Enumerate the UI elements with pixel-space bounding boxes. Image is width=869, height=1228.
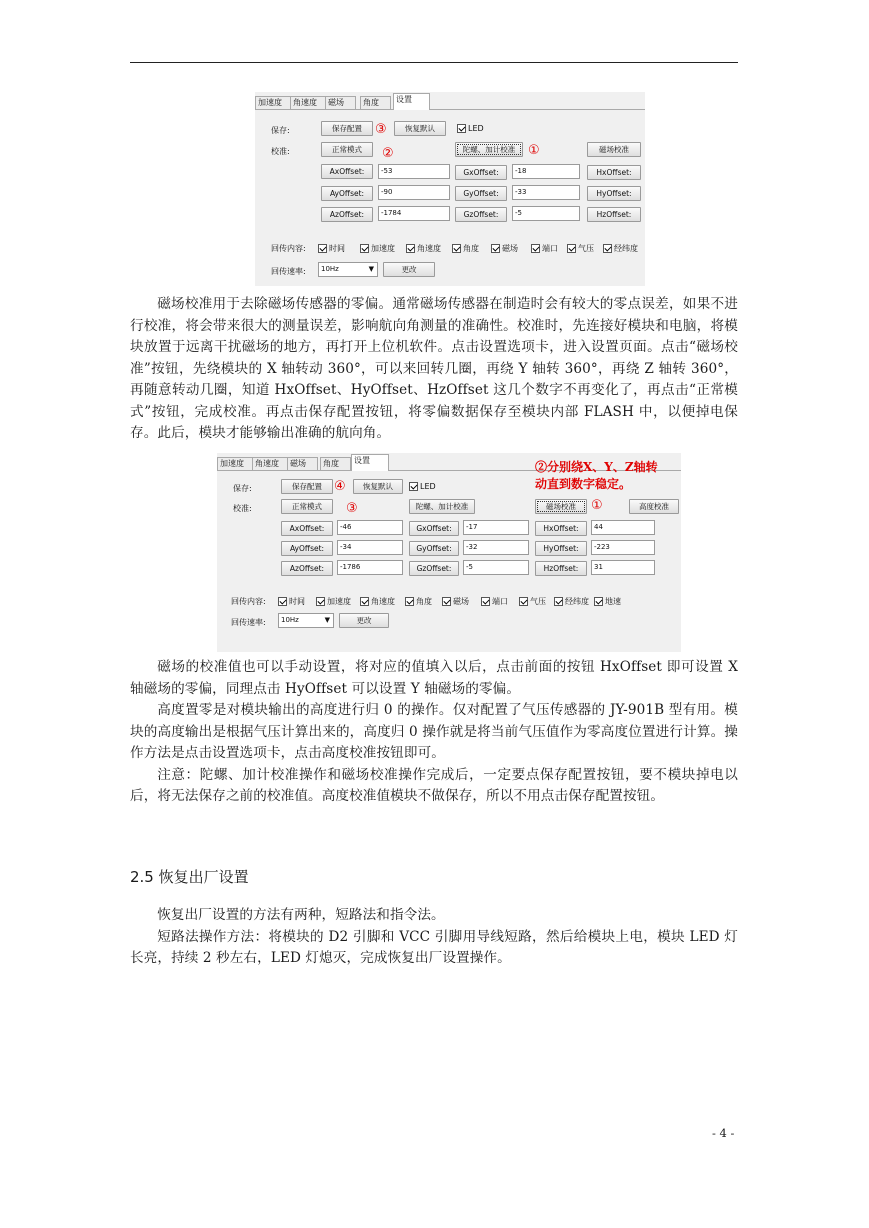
- checkbox-box: [491, 244, 500, 253]
- return-angular-velocity-checkbox[interactable]: [360, 596, 395, 607]
- return-time-checkbox[interactable]: [278, 596, 305, 607]
- return-rate-select[interactable]: [318, 262, 378, 277]
- hx-offset-button[interactable]: HxOffset:: [587, 165, 641, 180]
- tab-acceleration[interactable]: 加速度: [217, 457, 253, 471]
- short-circuit-paragraph: 短路法操作方法：将模块的 D2 引脚和 VCC 引脚用导线短路，然后给模块上电，模块 LED 灯长亮，持续 2 秒左右，LED 灯熄灭，完成恢复出厂设置操作。: [130, 928, 738, 966]
- tab-angular-velocity[interactable]: 角速度: [290, 96, 326, 110]
- checkbox-label: 地速: [605, 597, 621, 606]
- checkbox-label: 磁场: [453, 597, 469, 606]
- annotation-1: ①: [528, 143, 540, 158]
- annotation-3: ③: [346, 501, 358, 516]
- hy-offset-button[interactable]: HyOffset:: [587, 186, 641, 201]
- return-rate-label: 回传速率:: [271, 267, 306, 276]
- height-calibration-button[interactable]: 高度校准: [629, 499, 679, 514]
- ay-offset-button[interactable]: AyOffset:: [321, 186, 373, 201]
- return-time-checkbox[interactable]: [318, 243, 345, 254]
- checkbox-label: 角速度: [371, 597, 395, 606]
- calibration-label: 校准:: [271, 147, 290, 156]
- tab-magnetic[interactable]: 磁场: [287, 457, 318, 471]
- gy-offset-input[interactable]: -33: [512, 185, 580, 200]
- checkbox-label: 端口: [542, 244, 558, 253]
- hz-offset-input[interactable]: 31: [591, 560, 655, 575]
- checkbox-label: 时间: [289, 597, 305, 606]
- gy-offset-button[interactable]: GyOffset:: [455, 186, 507, 201]
- gz-offset-button[interactable]: GzOffset:: [409, 561, 459, 576]
- gx-offset-button[interactable]: GxOffset:: [409, 521, 459, 536]
- gz-offset-input[interactable]: -5: [512, 206, 580, 221]
- return-content-label: 回传内容:: [271, 244, 306, 253]
- chevron-down-icon: ▼: [368, 265, 374, 273]
- az-offset-input[interactable]: -1784: [378, 206, 450, 221]
- header-rule: [130, 62, 738, 63]
- save-config-button[interactable]: 保存配置: [321, 121, 373, 136]
- return-acceleration-checkbox[interactable]: [316, 596, 351, 607]
- led-checkbox-label: LED: [420, 482, 436, 491]
- tab-settings[interactable]: 设置: [351, 454, 389, 471]
- az-offset-button[interactable]: AzOffset:: [281, 561, 333, 576]
- gz-offset-input[interactable]: -5: [463, 560, 529, 575]
- page-number: - 4 -: [712, 1126, 735, 1140]
- led-checkbox[interactable]: [457, 124, 484, 133]
- mag-calibration-button[interactable]: 磁场校准: [535, 499, 587, 514]
- mag-calibration-button[interactable]: 磁场校准: [587, 142, 641, 157]
- return-acceleration-checkbox[interactable]: [360, 243, 395, 254]
- checkbox-label: 时间: [329, 244, 345, 253]
- ax-offset-input[interactable]: -46: [337, 520, 403, 535]
- return-magnetic-checkbox[interactable]: [491, 243, 518, 254]
- annotation-3: ③: [375, 122, 387, 137]
- hx-offset-button[interactable]: HxOffset:: [535, 521, 587, 536]
- annotation-2: ②: [382, 146, 394, 161]
- checkbox-box: [567, 244, 576, 253]
- hz-offset-button[interactable]: HzOffset:: [535, 561, 587, 576]
- hy-offset-input[interactable]: -223: [591, 540, 655, 555]
- tab-angular-velocity[interactable]: 角速度: [252, 457, 288, 471]
- checkbox-label: 加速度: [327, 597, 351, 606]
- manual-setting-paragraph: 磁场的校准值也可以手动设置，将对应的值填入以后，点击前面的按钮 HxOffset 即可设置 X 轴磁场的零偏，同理点击 HyOffset 可以设置 Y 轴磁场的零偏。: [130, 659, 738, 697]
- return-port-checkbox[interactable]: [531, 243, 558, 254]
- led-checkbox-label: LED: [468, 124, 484, 133]
- checkbox-label: 气压: [530, 597, 546, 606]
- ay-offset-input[interactable]: -34: [337, 540, 403, 555]
- gyro-accel-calibration-button[interactable]: 陀螺、加计校准: [455, 142, 523, 157]
- annotation-line-2: 动直到数字稳定。: [535, 477, 632, 491]
- save-label: 保存:: [233, 484, 252, 493]
- checkbox-box: [442, 597, 451, 606]
- return-port-checkbox[interactable]: [481, 596, 508, 607]
- checkbox-box: [318, 244, 327, 253]
- checkbox-label: 气压: [578, 244, 594, 253]
- gz-offset-button[interactable]: GzOffset:: [455, 207, 507, 222]
- checkbox-label: 加速度: [371, 244, 395, 253]
- checkbox-box: [360, 244, 369, 253]
- checkbox-box: [554, 597, 563, 606]
- calibration-label: 校准:: [233, 504, 252, 513]
- tab-magnetic[interactable]: 磁场: [325, 96, 356, 110]
- tab-settings[interactable]: 设置: [393, 93, 430, 110]
- annotation-line-1: ②分别绕X、Y、Z轴转: [535, 460, 658, 474]
- checkbox-box: [603, 244, 612, 253]
- normal-mode-button[interactable]: 正常模式: [321, 142, 373, 157]
- checkbox-label: 经纬度: [565, 597, 589, 606]
- ax-offset-button[interactable]: AxOffset:: [321, 164, 373, 179]
- ay-offset-input[interactable]: -90: [378, 185, 450, 200]
- checkbox-box: [316, 597, 325, 606]
- ay-offset-button[interactable]: AyOffset:: [281, 541, 333, 556]
- gyro-accel-calibration-button[interactable]: 陀螺、加计校准: [409, 499, 475, 514]
- return-latlon-checkbox[interactable]: [603, 243, 638, 254]
- tab-angle[interactable]: 角度: [360, 96, 391, 110]
- checkbox-label: 角度: [416, 597, 432, 606]
- checkbox-box: [481, 597, 490, 606]
- hy-offset-button[interactable]: HyOffset:: [535, 541, 587, 556]
- restore-default-button[interactable]: 恢复默认: [394, 121, 446, 136]
- change-button[interactable]: 更改: [383, 262, 435, 277]
- settings-screenshot-1: [255, 92, 645, 286]
- checkbox-label: 角度: [463, 244, 479, 253]
- return-rate-value: 10Hz: [321, 265, 339, 273]
- return-angle-checkbox[interactable]: [405, 596, 432, 607]
- hz-offset-button[interactable]: HzOffset:: [587, 207, 641, 222]
- save-config-button[interactable]: 保存配置: [281, 479, 333, 494]
- return-latlon-checkbox[interactable]: [554, 596, 589, 607]
- checkbox-label: 磁场: [502, 244, 518, 253]
- ax-offset-input[interactable]: -53: [378, 164, 450, 179]
- save-label: 保存:: [271, 126, 290, 135]
- return-angle-checkbox[interactable]: [452, 243, 479, 254]
- annotation-4: ④: [334, 479, 346, 494]
- checkbox-box: [405, 597, 414, 606]
- note-paragraph: 注意：陀螺、加计校准操作和磁场校准操作完成后，一定要点保存配置按钮，要不模块掉电以后，将无法保存之前的校准值。高度校准值模块不做保存，所以不用点击保存配置按钮。: [130, 766, 738, 804]
- checkbox-box: [531, 244, 540, 253]
- tab-angle[interactable]: 角度: [320, 457, 351, 471]
- checkbox-box: [360, 597, 369, 606]
- gx-offset-input[interactable]: -17: [463, 520, 529, 535]
- checkbox-box: [452, 244, 461, 253]
- paragraph-text: 磁场校准用于去除磁场传感器的零偏。通常磁场传感器在制造时会有较大的零点误差，如果不进行校准，将会带来很大的测量误差，影响航向角测量的准确性。校准时，先连接好模块和电脑，将模块放置于远离干扰磁场的地方，再打开上位机软件。点击设置选项卡，进入设置页面。点击“磁场校准”按钮，先绕模块的 X 轴转动 360°，可以来回转几圈，再绕 Y 轴转 360°，再绕 Z 轴转 360°，再随意转动几圈，知道 HxOffset、HyOffset、HzOffset 这几个数字不再变化了，再点击“正常模式”按钮，完成校准。再点击保存配置按钮，将零偏数据保存至模块内部 FLASH 中，以便掉电保存。此后，模块才能够输出准确的航向角。: [130, 296, 738, 441]
- height-zero-paragraph: 高度置零是对模块输出的高度进行归 0 的操作。仅对配置了气压传感器的 JY-901B 型有用。模块的高度输出是根据气压计算出来的，高度归 0 操作就是将当前气压值作为零高度位置进行计算。操作方法是点击设置选项卡，点击高度校准按钮即可。: [130, 702, 738, 761]
- checkbox-box: [409, 482, 418, 491]
- tab-acceleration[interactable]: 加速度: [255, 96, 291, 110]
- checkbox-box: [594, 597, 603, 606]
- return-pressure-checkbox[interactable]: [567, 243, 594, 254]
- return-angular-velocity-checkbox[interactable]: [406, 243, 441, 254]
- checkbox-box: [278, 597, 287, 606]
- gy-offset-input[interactable]: -32: [463, 540, 529, 555]
- hx-offset-input[interactable]: 44: [591, 520, 655, 535]
- gx-offset-input[interactable]: -18: [512, 164, 580, 179]
- checkbox-box: [519, 597, 528, 606]
- checkbox-label: 端口: [492, 597, 508, 606]
- return-ground-speed-checkbox[interactable]: [594, 596, 621, 607]
- change-button[interactable]: 更改: [339, 613, 389, 628]
- factory-reset-methods-paragraph: 恢复出厂设置的方法有两种，短路法和指令法。: [157, 907, 445, 923]
- return-rate-select[interactable]: [278, 613, 334, 628]
- factory-reset-paragraphs: [130, 905, 738, 970]
- checkbox-box: [457, 124, 466, 133]
- restore-default-button[interactable]: 恢复默认: [353, 479, 403, 494]
- return-pressure-checkbox[interactable]: [519, 596, 546, 607]
- chevron-down-icon: ▼: [324, 616, 330, 624]
- return-content-label: 回传内容:: [231, 597, 266, 606]
- ax-offset-button[interactable]: AxOffset:: [281, 521, 333, 536]
- gx-offset-button[interactable]: GxOffset:: [455, 165, 507, 180]
- checkbox-label: 角速度: [417, 244, 441, 253]
- az-offset-input[interactable]: -1786: [337, 560, 403, 575]
- annotation-1: ①: [591, 498, 603, 513]
- return-rate-value: 10Hz: [281, 616, 299, 624]
- settings-screenshot-2: [217, 453, 681, 652]
- mag-calibration-paragraph: [130, 294, 738, 445]
- checkbox-box: [406, 244, 415, 253]
- az-offset-button[interactable]: AzOffset:: [321, 207, 373, 222]
- body-paragraphs: [130, 657, 738, 808]
- gy-offset-button[interactable]: GyOffset:: [409, 541, 459, 556]
- led-checkbox[interactable]: [409, 482, 436, 491]
- tab-bar: [255, 92, 645, 110]
- return-rate-label: 回传速率:: [231, 618, 266, 627]
- normal-mode-button[interactable]: 正常模式: [281, 499, 333, 514]
- section-title: 2.5 恢复出厂设置: [130, 868, 249, 886]
- annotation-2-text: [535, 459, 658, 493]
- return-magnetic-checkbox[interactable]: [442, 596, 469, 607]
- tab-bar-line: [255, 109, 645, 110]
- checkbox-label: 经纬度: [614, 244, 638, 253]
